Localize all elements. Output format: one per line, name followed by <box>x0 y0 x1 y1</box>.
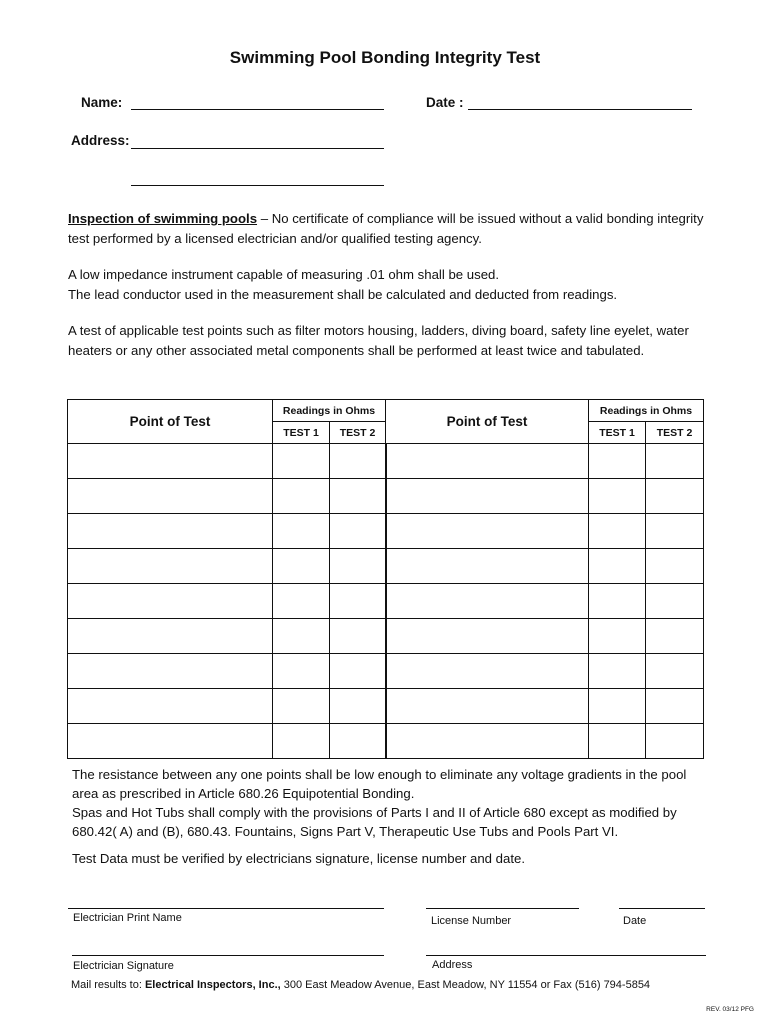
test2-cell-left[interactable] <box>330 514 386 549</box>
point-cell-left[interactable] <box>68 619 273 654</box>
test-table <box>67 399 704 759</box>
test2-cell-left[interactable] <box>330 444 386 479</box>
mail-address: 300 East Meadow Avenue, East Meadow, NY 11554 or Fax (516) 794-5854 <box>280 979 651 991</box>
notes-section <box>72 765 712 868</box>
signature-field[interactable] <box>72 955 384 956</box>
name-field[interactable] <box>131 109 384 110</box>
point-cell-left[interactable] <box>68 514 273 549</box>
test2-cell-right[interactable] <box>646 654 704 689</box>
test1-cell-left[interactable] <box>273 689 330 724</box>
test2-cell-left[interactable] <box>330 654 386 689</box>
instrument-line2: The lead conductor used in the measurement shall be calculated and deducted from readings. <box>68 286 618 302</box>
signature-date-label: Date <box>623 915 647 927</box>
print-name-label: Electrician Print Name <box>73 912 182 924</box>
intro-section <box>68 209 718 360</box>
test1-cell-right[interactable] <box>589 514 646 549</box>
table-row <box>68 514 704 549</box>
test2-cell-left[interactable] <box>330 619 386 654</box>
point-cell-right[interactable] <box>386 724 589 759</box>
point-of-test-header-left: Point of Test <box>68 400 273 444</box>
inspection-paragraph <box>68 209 718 248</box>
test2-cell-right[interactable] <box>646 444 704 479</box>
test2-cell-left[interactable] <box>330 584 386 619</box>
test1-cell-left[interactable] <box>273 514 330 549</box>
test1-header-left: TEST 1 <box>273 422 330 444</box>
inspection-heading: Inspection of swimming pools <box>68 211 258 226</box>
point-cell-right[interactable] <box>386 444 589 479</box>
test2-cell-right[interactable] <box>646 479 704 514</box>
mail-prefix: Mail results to: <box>71 979 145 991</box>
mail-line <box>71 979 650 991</box>
resistance-note: The resistance between any one points shall be low enough to eliminate any voltage gradients in the pool area as prescribed in Article 680.26 Equipotential Bonding. <box>72 767 687 801</box>
test1-cell-left[interactable] <box>273 479 330 514</box>
test1-cell-left[interactable] <box>273 654 330 689</box>
print-name-field[interactable] <box>68 908 384 909</box>
test2-cell-left[interactable] <box>330 689 386 724</box>
signature-date-field[interactable] <box>619 908 705 909</box>
date-label: Date : <box>426 95 464 110</box>
test1-cell-left[interactable] <box>273 444 330 479</box>
test2-header-right: TEST 2 <box>646 422 704 444</box>
table-row <box>68 689 704 724</box>
point-cell-left[interactable] <box>68 724 273 759</box>
test2-cell-left[interactable] <box>330 549 386 584</box>
name-label: Name: <box>81 95 123 110</box>
point-of-test-header-right: Point of Test <box>386 400 589 444</box>
point-cell-left[interactable] <box>68 479 273 514</box>
revision-label: REV. 03/12 PFG <box>706 1006 754 1013</box>
table-row <box>68 584 704 619</box>
test2-cell-right[interactable] <box>646 549 704 584</box>
test2-cell-right[interactable] <box>646 724 704 759</box>
table-row <box>68 479 704 514</box>
point-cell-left[interactable] <box>68 689 273 724</box>
test2-cell-left[interactable] <box>330 479 386 514</box>
license-number-label: License Number <box>431 915 512 927</box>
page-title: Swimming Pool Bonding Integrity Test <box>229 48 541 67</box>
point-cell-left[interactable] <box>68 549 273 584</box>
table-row <box>68 549 704 584</box>
point-cell-right[interactable] <box>386 619 589 654</box>
test1-cell-left[interactable] <box>273 724 330 759</box>
inspection-text: – No certificate of compliance will be issued without a valid bonding integrity test performed by a licensed electrician and/or qualified testing agency. <box>68 211 704 246</box>
sig-address-label: Address <box>432 959 473 971</box>
test2-header-left: TEST 2 <box>330 422 386 444</box>
test1-cell-right[interactable] <box>589 619 646 654</box>
test1-cell-right[interactable] <box>589 479 646 514</box>
company-name: Electrical Inspectors, Inc., <box>144 979 281 991</box>
point-cell-right[interactable] <box>386 584 589 619</box>
address-field-line1[interactable] <box>131 148 384 149</box>
address-field-line2[interactable] <box>131 185 384 186</box>
point-cell-right[interactable] <box>386 654 589 689</box>
test-points-paragraph: A test of applicable test points such as filter motors housing, ladders, diving board, safety line eyelet, water heaters or any other associated metal components shall be performed at least twice and tabulated. <box>68 323 689 358</box>
test1-cell-right[interactable] <box>589 724 646 759</box>
readings-header-left: Readings in Ohms <box>273 400 386 422</box>
address-label: Address: <box>71 133 130 148</box>
license-number-field[interactable] <box>426 908 579 909</box>
table-row <box>68 619 704 654</box>
point-cell-left[interactable] <box>68 444 273 479</box>
point-cell-right[interactable] <box>386 549 589 584</box>
test2-cell-right[interactable] <box>646 514 704 549</box>
point-cell-right[interactable] <box>386 689 589 724</box>
verify-note: Test Data must be verified by electricians signature, license number and date. <box>72 851 526 866</box>
sig-address-field[interactable] <box>426 955 706 956</box>
test1-cell-right[interactable] <box>589 689 646 724</box>
test1-header-right: TEST 1 <box>589 422 646 444</box>
table-row <box>68 724 704 759</box>
test1-cell-right[interactable] <box>589 654 646 689</box>
instrument-line1: A low impedance instrument capable of measuring .01 ohm shall be used. <box>68 267 500 282</box>
test1-cell-left[interactable] <box>273 619 330 654</box>
signature-label: Electrician Signature <box>73 960 174 972</box>
test1-cell-left[interactable] <box>273 549 330 584</box>
test2-cell-right[interactable] <box>646 619 704 654</box>
test2-cell-left[interactable] <box>330 724 386 759</box>
test1-cell-left[interactable] <box>273 584 330 619</box>
spas-note: Spas and Hot Tubs shall comply with the provisions of Parts I and II of Article 680 except as modified by 680.42( A) and (B), 680.43. Fountains, Signs Part V, Therapeutic Use Tubs and Pools Part VI. <box>72 805 677 839</box>
test2-cell-right[interactable] <box>646 584 704 619</box>
test1-cell-right[interactable] <box>589 444 646 479</box>
point-cell-left[interactable] <box>68 584 273 619</box>
point-cell-right[interactable] <box>386 479 589 514</box>
readings-header-right: Readings in Ohms <box>589 400 704 422</box>
test2-cell-right[interactable] <box>646 689 704 724</box>
table-row <box>68 654 704 689</box>
test1-cell-right[interactable] <box>589 584 646 619</box>
point-cell-left[interactable] <box>68 654 273 689</box>
test1-cell-right[interactable] <box>589 549 646 584</box>
table-row <box>68 444 704 479</box>
point-cell-right[interactable] <box>386 514 589 549</box>
date-field[interactable] <box>468 109 692 110</box>
